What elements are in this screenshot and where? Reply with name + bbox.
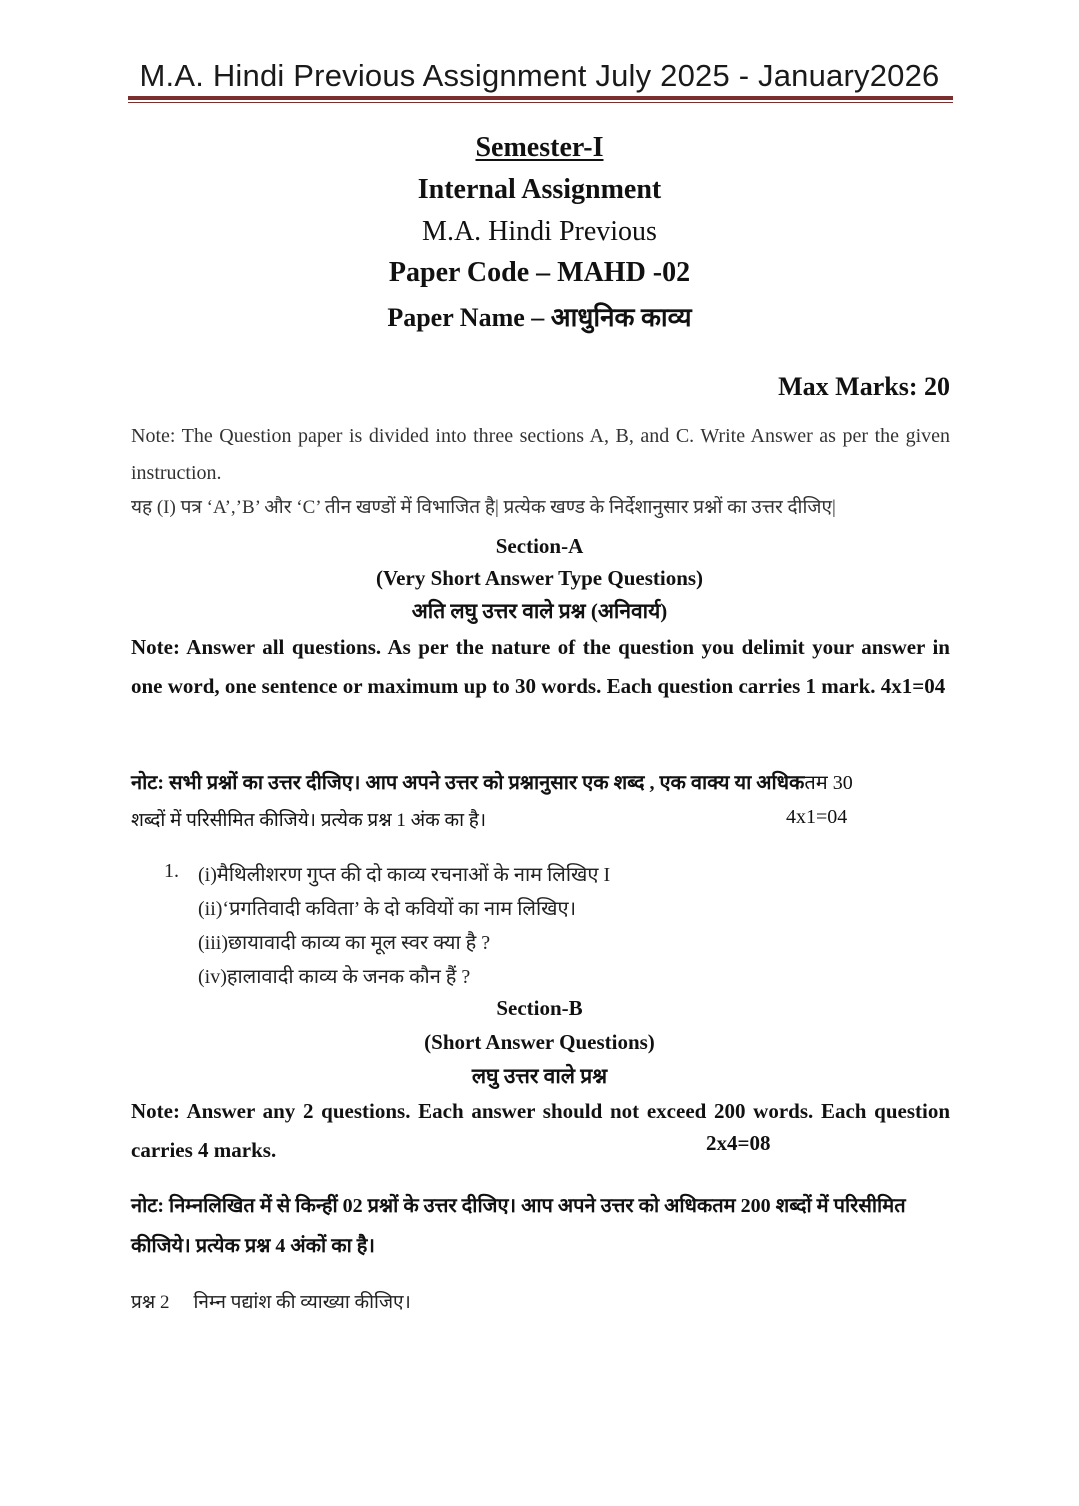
section-a-marks: 4x1=04	[786, 806, 848, 828]
general-note-english: Note: The Question paper is divided into three sections A, B, and C. Write Answer as per the given instruction.	[131, 425, 950, 484]
section-b-title: Section-B	[496, 996, 583, 1020]
section-a-subtitle-hi: अति लघु उत्तर वाले प्रश्न (अनिवार्य)	[411, 599, 668, 623]
section-b-marks: 2x4=08	[706, 1131, 771, 1155]
programme-name: M.A. Hindi Previous	[422, 216, 657, 247]
section-a-note-english: Note: Answer all questions. As per the nature of the question you delimit your answer in one word, one sentence or maximum up to 30 words. Each question carries 1 mark. 4x1=04	[131, 635, 950, 698]
question-item: (iii)छायावादी काव्य का मूल स्वर क्या है ?	[198, 932, 491, 954]
page-header-title: M.A. Hindi Previous Assignment July 2025 - January2026	[139, 58, 940, 93]
max-marks: Max Marks: 20	[778, 372, 950, 401]
question-2	[131, 1288, 411, 1314]
section-a-note-hindi-bold: नोट: सभी प्रश्नों का उत्तर दीजिए। आप अपने उत्तर को प्रश्नानुसार एक शब्द , एक वाक्य या अधिक	[131, 772, 805, 794]
question-item: (i)मैथिलीशरण गुप्त की दो काव्य रचनाओं के नाम लिखिए I	[198, 864, 611, 886]
question-2-text: निम्न पद्यांश की व्याख्या कीजिए।	[193, 1292, 411, 1313]
section-b-note-hindi: नोट: निम्नलिखित में से किन्हीं 02 प्रश्नों के उत्तर दीजिए। आप अपने उत्तर को अधिकतम 200 शब्दों में परिसीमित कीजिये। प्रत्येक प्रश्न 4 अंकों का है।	[131, 1195, 906, 1257]
question-item: (iv)हालावादी काव्य के जनक कौन हैं ?	[198, 966, 471, 988]
semester-label: Semester-I	[475, 132, 604, 163]
section-a-subtitle-en: (Very Short Answer Type Questions)	[375, 566, 704, 590]
question-2-label: प्रश्न 2	[131, 1292, 170, 1313]
section-a-note-hindi-line2	[131, 806, 950, 832]
section-a-note-hindi	[131, 768, 950, 795]
assignment-type: Internal Assignment	[417, 174, 662, 205]
section-b-note-english: Note: Answer any 2 questions. Each answer should not exceed 200 words. Each question carries 4 marks.	[131, 1099, 950, 1162]
header-rule-thin	[128, 102, 953, 103]
section-b-subtitle-hi: लघु उत्तर वाले प्रश्न	[471, 1064, 608, 1088]
section-a-note-hindi-text: शब्दों में परिसीमित कीजिये। प्रत्येक प्रश्न 1 अंक का है।	[131, 810, 487, 831]
section-b-subtitle-en: (Short Answer Questions)	[424, 1030, 655, 1054]
question-item: (ii)‘प्रगतिवादी कविता’ के दो कवियों का नाम लिखिए।	[198, 898, 577, 920]
semester-heading	[0, 132, 1079, 164]
question-number: 1.	[164, 860, 179, 882]
section-a-title: Section-A	[495, 534, 584, 558]
general-note-hindi: यह (I) पत्र ‘A’,’B’ और ‘C’ तीन खण्डों में विभाजित है| प्रत्येक खण्ड के निर्देशानुसार प्रश्नों का उत्तर दीजिए|	[131, 497, 836, 518]
paper-name: Paper Name – आधुनिक काव्य	[387, 303, 692, 332]
paper-code: Paper Code – MAHD -02	[388, 257, 691, 288]
header-rule	[128, 96, 953, 100]
section-a-note-hindi-plain: तम 30	[804, 772, 853, 794]
